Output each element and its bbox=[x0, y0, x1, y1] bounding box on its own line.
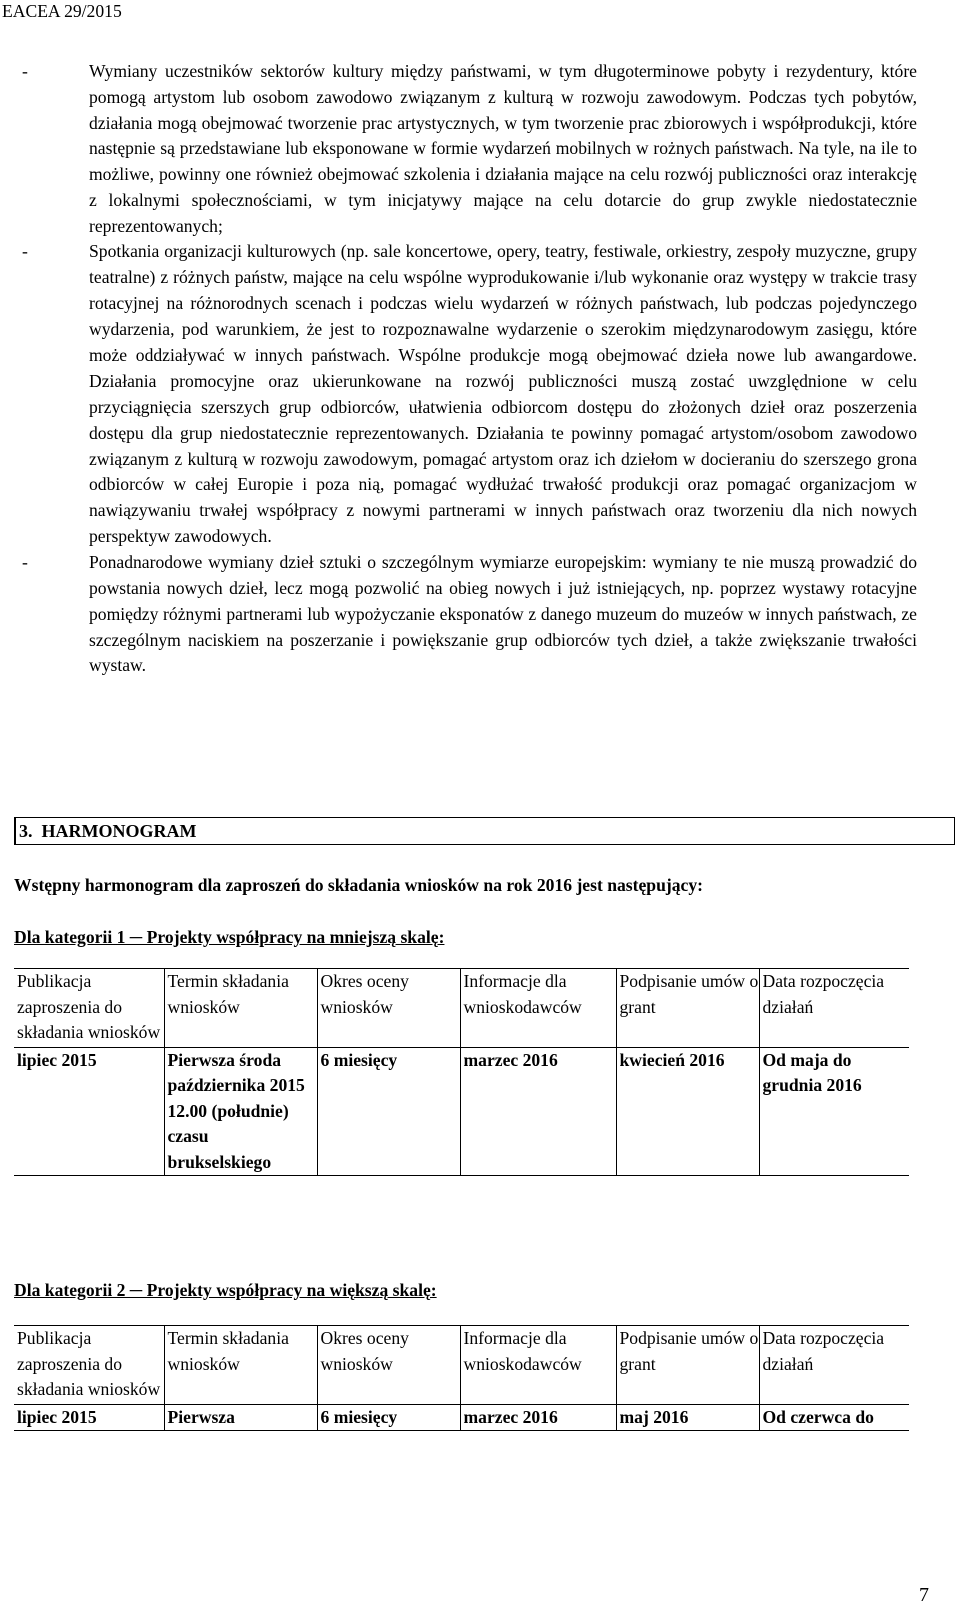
table-cell: 6 miesięcy bbox=[317, 1047, 460, 1176]
schedule-intro: Wstępny harmonogram dla zaproszeń do składania wniosków na rok 2016 jest następujący: bbox=[14, 875, 703, 895]
header-cell: Informacje dla wnioskodawców bbox=[460, 1326, 616, 1405]
table-cell: marzec 2016 bbox=[460, 1404, 616, 1430]
table-cell: lipiec 2015 bbox=[17, 1406, 97, 1427]
list-dash: - bbox=[22, 552, 28, 573]
header-cell: Podpisanie umów o grant bbox=[616, 969, 759, 1048]
header-cell: Data rozpoczęcia działań bbox=[759, 1326, 909, 1405]
header-cell: Publikacja zaproszenia do składania wniosków bbox=[14, 969, 164, 1048]
list-dash: - bbox=[22, 61, 28, 81]
table-cell: 6 miesięcy bbox=[317, 1404, 460, 1430]
list-dash: - bbox=[22, 241, 28, 262]
list-item bbox=[22, 59, 917, 239]
section-heading bbox=[14, 817, 955, 845]
list-item-text: Wymiany uczestników sektorów kultury między państwami, w tym długoterminowe pobyty i rezydentury, które pomogą artystom lub osobom zawodowo związanym z kulturą w rozwoju zawodowym. Podczas tych pobytów, działania mogą obejmować tworzenie prac artystycznych, w tym tworzenie prac zbiorowych i współprodukcji, które następnie są przedstawiane lub eksponowane w formie wydarzeń mobilnych w rożnych państwach. Na tyle, na ile to możliwe, powinny one również obejmować szkolenia i działania mające na celu rozwój publiczności oraz interakcję z lokalnymi społecznościami, w tym inicjatywy mające na celu dotarcie do grup zwykle niedostatecznie reprezentowanych; bbox=[89, 61, 917, 236]
table-cell: Od maja do grudnia 2016 bbox=[759, 1047, 909, 1176]
table-cell: Pierwsza środa października 2015 12.00 (południe) czasu brukselskiego bbox=[164, 1047, 317, 1176]
table-cell: maj 2016 bbox=[616, 1404, 759, 1430]
header-cell: Okres oceny wniosków bbox=[317, 1326, 460, 1405]
table-row bbox=[14, 1404, 909, 1430]
table-cell: Od czerwca do bbox=[759, 1404, 909, 1430]
category-1-heading: Dla kategorii 1 ─ Projekty współpracy na mniejszą skalę: bbox=[14, 927, 445, 947]
activity-list bbox=[22, 59, 917, 679]
header-cell: Informacje dla wnioskodawców bbox=[460, 969, 616, 1048]
table-header-row bbox=[14, 1326, 909, 1405]
section-number: 3. bbox=[19, 821, 33, 841]
schedule-table-category-2 bbox=[14, 1325, 909, 1431]
section-title: HARMONOGRAM bbox=[41, 821, 197, 841]
header-cell: Termin składania wniosków bbox=[164, 1326, 317, 1405]
category-2-heading: Dla kategorii 2 ─ Projekty współpracy na większą skalę: bbox=[14, 1280, 437, 1300]
list-item bbox=[22, 550, 917, 679]
document-header: EACEA 29/2015 bbox=[2, 1, 122, 21]
header-cell: Okres oceny wniosków bbox=[317, 969, 460, 1048]
table-cell: marzec 2016 bbox=[460, 1047, 616, 1176]
header-cell: Data rozpoczęcia działań bbox=[759, 969, 909, 1048]
table-header-row bbox=[14, 969, 909, 1048]
schedule-table-category-1 bbox=[14, 968, 909, 1176]
list-item bbox=[22, 239, 917, 550]
table-cell: lipiec 2015 bbox=[17, 1049, 97, 1070]
list-item-text: Spotkania organizacji kulturowych (np. sale koncertowe, opery, teatry, festiwale, orkiestry, zespoły muzyczne, grupy teatralne) z różnych państw, mające na celu wspólne wyprodukowanie i/lub wykonanie oraz występy w trakcie trasy rotacyjnej na różnorodnych scenach i podczas wielu wydarzeń w różnych państwach, lub podczas pojedynczego wydarzenia, pod warunkiem, że jest to rozpoznawalne wydarzenie o szerokim międzynarodowym zasięgu, które może oddziaływać w innych państwach. Wspólne produkcje mogą obejmować dzieła nowe lub awangardowe. Działania promocyjne oraz ukierunkowane na rozwój publiczności muszą zostać uwzględnione w celu przyciągnięcia szerszych grup odbiorców, ułatwienia odbiorcom dostępu do złożonych dzieł oraz poszerzenia dostępu dla grup niedostatecznie reprezentowanych. Działania te powinny pomagać artystom/osobom zawodowo związanym z kulturą w rozwoju zawodowym, pomagać artystom oraz ich dziełom w docieraniu do szerszego grona odbiorców w całej Europie i poza nią, pomagać wydłużać trwałość produkcji oraz pomagać organizacjom w nawiązywaniu trwałej współpracy z nowymi partnerami w innych państwach oraz tworzeniu dla nich nowych perspektyw zawodowych. bbox=[89, 241, 917, 547]
page-number: 7 bbox=[919, 1584, 929, 1606]
list-item-text: Ponadnarodowe wymiany dzieł sztuki o szczególnym wymiarze europejskim: wymiany te nie muszą prowadzić do powstania nowych dzieł, lecz mogą pozwolić na obieg nowych i już istniejących, np. poprzez wystawy rotacyjne pomiędzy różnymi partnerami lub wypożyczanie eksponatów z danego muzeum do muzeów w innych państwach, ze szczególnym naciskiem na poszerzanie i powiększanie grup odbiorców tych dzieł, a także zwiększanie trwałości wystaw. bbox=[89, 552, 917, 676]
table-row bbox=[14, 1047, 909, 1176]
table-cell: kwiecień 2016 bbox=[616, 1047, 759, 1176]
header-cell: Publikacja zaproszenia do składania wniosków bbox=[14, 1326, 164, 1405]
header-cell: Termin składania wniosków bbox=[164, 969, 317, 1048]
header-cell: Podpisanie umów o grant bbox=[616, 1326, 759, 1405]
table-cell: Pierwsza bbox=[164, 1404, 317, 1430]
